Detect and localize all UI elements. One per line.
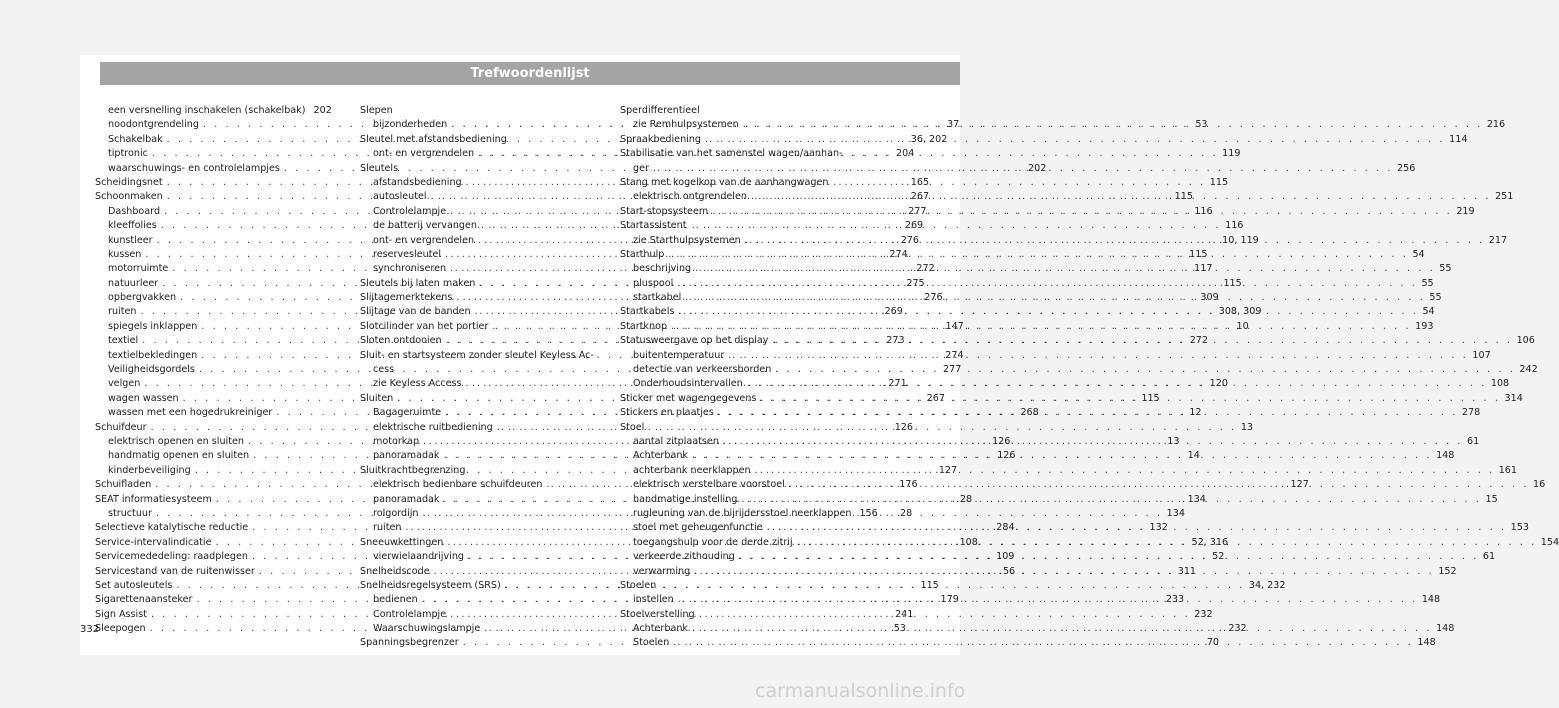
index-entry-page: 152 bbox=[1438, 565, 1457, 577]
index-entry-label: Stang met kogelkop van de aanhangwagen bbox=[620, 176, 829, 188]
index-entry-label: aantal zitplaatsen bbox=[633, 435, 719, 447]
index-entry-page: 148 bbox=[1421, 594, 1441, 606]
index-entry-label: Startkabels bbox=[620, 306, 675, 318]
index-entry-page: 10 bbox=[1236, 320, 1249, 332]
index-entry-page: 148 bbox=[1417, 637, 1436, 649]
index-entry-label: ont- en vergrendelen bbox=[373, 148, 475, 160]
index-entry bbox=[620, 579, 855, 593]
index-entry-page: 115 bbox=[920, 579, 939, 591]
index-entry bbox=[620, 421, 855, 435]
index-entry-label: instellen bbox=[633, 594, 674, 606]
index-entry-label: Sign Assist bbox=[95, 608, 147, 620]
index-entry-page: 14 bbox=[1187, 450, 1200, 462]
index-entry-label: cess bbox=[373, 364, 395, 376]
dot-leader bbox=[743, 118, 1483, 132]
index-entry-label: Set autosleutels bbox=[95, 579, 173, 591]
index-entry-label: textiel bbox=[108, 335, 139, 347]
page-number: 332 bbox=[80, 624, 100, 635]
index-entry-page: 115 bbox=[1223, 277, 1242, 289]
index-entry-page: 12 bbox=[1189, 407, 1202, 419]
index-entry-label: zie Starthulpsystemen bbox=[633, 234, 741, 246]
index-entry-label: velgen bbox=[108, 378, 141, 390]
index-entry-label: kunstleer bbox=[108, 234, 153, 246]
index-entry-page: 16 bbox=[1532, 479, 1546, 491]
index-entry-page: 116 bbox=[1225, 220, 1244, 232]
index-entry-page: 161 bbox=[1498, 464, 1517, 476]
index-entry-label: handmatig openen en sluiten bbox=[108, 450, 250, 462]
index-entry-page: 109 bbox=[996, 551, 1015, 563]
index-entry-page: 308, 309 bbox=[1218, 306, 1262, 318]
index-entry-label: Sloten ontdooien bbox=[360, 335, 442, 347]
index-entry-page: 13 bbox=[1240, 421, 1254, 433]
index-entry-page: 276 bbox=[900, 234, 920, 246]
index-entry-label: Slepen bbox=[360, 105, 393, 116]
dot-leader bbox=[692, 622, 1432, 636]
dot-leader bbox=[653, 162, 1393, 176]
index-entry-label: elektrisch bedienbare schuifdeuren bbox=[373, 479, 543, 491]
index-entry-label: toegangshulp voor de derde zitrij bbox=[633, 536, 793, 548]
index-entry bbox=[360, 162, 595, 176]
index-entry bbox=[360, 464, 595, 478]
dot-leader bbox=[668, 248, 1408, 262]
index-entry-label: Servicemededeling: raadplegen bbox=[95, 551, 248, 563]
dot-leader bbox=[677, 277, 1417, 291]
dot-leader bbox=[673, 636, 1413, 650]
index-entry-page: 28 bbox=[900, 507, 913, 519]
index-entry-label: verwarming bbox=[633, 565, 691, 577]
index-entry-label: Schoonmaken bbox=[95, 191, 163, 203]
index-entry-label: Sleepogen bbox=[95, 623, 146, 635]
index-entry-label: Schuifdeur bbox=[95, 421, 147, 433]
index-entry-label: afstandsbediening bbox=[373, 176, 462, 188]
dot-leader bbox=[797, 536, 1537, 550]
index-entry-page: 61 bbox=[1467, 435, 1480, 447]
index-entry-page: 284 bbox=[996, 522, 1015, 534]
index-entry-label: pluspool bbox=[633, 277, 674, 289]
index-entry-page: 36, 202 bbox=[910, 133, 948, 145]
index-entry-label: vierwielaandrijving bbox=[373, 551, 464, 563]
index-entry-label: Stoelen bbox=[620, 579, 657, 591]
index-entry-page: 268 bbox=[1020, 407, 1039, 419]
index-entry-page: 202 bbox=[313, 105, 332, 116]
index-entry-label: Slotcilinder van het portier bbox=[360, 320, 489, 332]
index-entry-page: 53 bbox=[893, 623, 906, 635]
index-entry-label: opbergvakken bbox=[108, 292, 177, 304]
dot-leader bbox=[723, 435, 1463, 449]
index-entry-page: 251 bbox=[1495, 191, 1514, 203]
index-entry-page: 28 bbox=[959, 493, 973, 505]
index-entry-label: bedienen bbox=[373, 594, 418, 606]
index-entry-label: Sluit- en startsysteem zonder sleutel Keyless Ac- bbox=[360, 349, 594, 361]
index-entry-label: Sleutels bij laten maken bbox=[360, 277, 476, 289]
index-entry-label: panoramadak bbox=[373, 493, 440, 505]
index-entry-label: Schakelbak bbox=[108, 133, 163, 145]
dot-leader bbox=[775, 363, 1515, 377]
index-entry-page: 106 bbox=[1516, 335, 1535, 347]
index-entry-label: ruiten bbox=[373, 522, 402, 534]
index-entry-page: 176 bbox=[899, 479, 918, 491]
index-entry-label: Slijtagemerktekens bbox=[360, 292, 453, 304]
index-entry-page: 117 bbox=[1194, 263, 1213, 275]
index-entry-label: Stoelverstelling bbox=[620, 608, 695, 620]
index-entry-label: Onderhoudsintervallen bbox=[633, 378, 743, 390]
index-entry-label: Service-intervalindicatie bbox=[95, 536, 212, 548]
index-entry-label: Stoelen bbox=[633, 637, 670, 649]
index-entry-label: verkeerde zithouding bbox=[633, 551, 735, 563]
index-entry-label: ger bbox=[633, 162, 649, 174]
index-entry-page: 52 bbox=[1212, 551, 1225, 563]
index-entry-label: Achterbank bbox=[633, 623, 688, 635]
index-entry-label: Statusweergave op het display bbox=[620, 335, 769, 347]
dot-leader bbox=[747, 377, 1487, 391]
index-entry-label: Sleutel met afstandsbediening bbox=[360, 133, 507, 145]
index-entry-page: 55 bbox=[1439, 263, 1452, 275]
index-entry-page: 53 bbox=[1195, 119, 1208, 131]
index-entry-page: 34, 232 bbox=[1248, 579, 1286, 591]
index-entry-label: Sticker met wagengegevens bbox=[620, 392, 757, 404]
index-entry-page: 272 bbox=[1189, 335, 1209, 347]
index-entry-page: 219 bbox=[1456, 205, 1475, 217]
index-entry-page: 274 bbox=[889, 248, 908, 260]
index-entry-label: kleeffolies bbox=[108, 220, 157, 232]
index-entry-page: 267 bbox=[910, 191, 930, 203]
index-entry-label: Servicestand van de ruitenwisser bbox=[95, 565, 255, 577]
index-entry-page: 37 bbox=[947, 119, 960, 131]
index-entry-label: tiptronic bbox=[108, 148, 148, 160]
index-entry-label: elektrisch openen en sluiten bbox=[108, 435, 244, 447]
index-entry-label: een versnelling inschakelen (schakelbak) bbox=[108, 105, 306, 116]
index-entry-page: 126 bbox=[997, 450, 1016, 462]
index-entry-label: Dashboard bbox=[108, 205, 161, 217]
index-entry-label: elektrisch verstelbare voorstoel bbox=[633, 479, 785, 491]
index-entry-label: Spraakbediening bbox=[620, 133, 702, 145]
index-entry-label: Sigarettenaansteker bbox=[95, 594, 193, 606]
index-entry-page: 232 bbox=[1228, 623, 1247, 635]
index-entry-label: rolgordijn bbox=[373, 507, 419, 519]
index-entry-page: 277 bbox=[908, 205, 927, 217]
index-entry-label: kinderbeveiliging bbox=[108, 464, 191, 476]
index-entry-page: 256 bbox=[1397, 162, 1416, 174]
index-entry-page: 107 bbox=[1472, 349, 1491, 361]
index-entry-page: 55 bbox=[1429, 292, 1442, 304]
dot-leader bbox=[685, 291, 1425, 305]
index-entry-page: 165 bbox=[910, 176, 930, 188]
index-entry bbox=[360, 133, 595, 147]
index-entry-page: 314 bbox=[1504, 392, 1523, 404]
index-entry-label: structuur bbox=[108, 507, 152, 519]
index-entry-label: motorkap bbox=[373, 435, 420, 447]
index-entry-label: Stabilisatie van het samenstel wagen/aanhan- bbox=[620, 148, 843, 160]
index-entry-page: 156 bbox=[859, 507, 878, 519]
index-entry-label: kussen bbox=[108, 248, 142, 260]
index-entry-label: stoel met geheugenfunctie bbox=[633, 522, 763, 534]
dot-leader bbox=[497, 421, 1237, 435]
index-entry-label: Bagageruimte bbox=[373, 407, 442, 419]
index-entry-label: Scheidingsnet bbox=[95, 176, 163, 188]
index-entry-page: 54 bbox=[1422, 306, 1435, 318]
index-entry-page: 127 bbox=[1290, 479, 1309, 491]
index-entry-page: 119 bbox=[1222, 148, 1241, 160]
dot-leader bbox=[728, 349, 1468, 363]
index-entry-page: 232 bbox=[1194, 608, 1213, 620]
index-entry-label: Snelheidscode bbox=[360, 565, 430, 577]
index-entry-label: Controlelampje bbox=[373, 205, 447, 217]
dot-leader bbox=[739, 550, 1479, 564]
index-entry-page: 52, 316 bbox=[1191, 536, 1229, 548]
index-entry-label: ruiten bbox=[108, 306, 137, 318]
index-entry-page: 217 bbox=[1488, 234, 1508, 246]
index-entry-page: 202 bbox=[1028, 162, 1047, 174]
index-entry-label: ont- en vergrendelen bbox=[373, 234, 475, 246]
index-entry-page: 115 bbox=[1209, 176, 1229, 188]
index-entry-page: 179 bbox=[940, 594, 959, 606]
dot-leader bbox=[705, 133, 1445, 147]
index-entry-label: Slijtage van de banden bbox=[360, 306, 471, 318]
dot-leader bbox=[772, 334, 1512, 348]
index-entry-label: SEAT informatiesysteem bbox=[95, 493, 212, 505]
index-entry bbox=[620, 176, 855, 190]
index-entry-page: 241 bbox=[895, 608, 914, 620]
index-entry-label: Start-stopsysteem bbox=[620, 205, 709, 217]
index-entry-page: 132 bbox=[1149, 522, 1168, 534]
index-entry-label: elektrische ruitbediening bbox=[373, 421, 493, 433]
index-entry-label: achterbank neerklappen bbox=[633, 464, 751, 476]
index-entry-label: wagen wassen bbox=[108, 392, 179, 404]
index-entry-label: Sperdifferentieel bbox=[620, 105, 700, 116]
index-entry-label: Spanningsbegrenzer bbox=[360, 637, 459, 649]
index-entry bbox=[95, 104, 330, 118]
index-entry-label: handmatige instelling bbox=[633, 493, 738, 505]
index-entry-label: synchroniseren bbox=[373, 263, 447, 275]
index-entry-page: 278 bbox=[1461, 407, 1481, 419]
index-entry-label: zie Remhulpsystemen bbox=[633, 119, 739, 131]
index-entry-page: 193 bbox=[1415, 320, 1434, 332]
index-entry-label: Sleutels bbox=[360, 162, 399, 174]
index-entry-label: Startassistent bbox=[620, 220, 687, 232]
index-entry bbox=[620, 608, 855, 622]
dot-leader bbox=[751, 190, 1491, 204]
index-entry-label: panoramadak bbox=[373, 450, 440, 462]
index-entry-page: 134 bbox=[1166, 507, 1185, 519]
index-entry-page: 13 bbox=[1167, 435, 1180, 447]
index-entry-page: 148 bbox=[1436, 450, 1455, 462]
index-entry-label: beschrijving bbox=[633, 263, 692, 275]
index-entry-page: 108 bbox=[1490, 378, 1510, 390]
index-entry-page: 116 bbox=[1194, 205, 1213, 217]
index-entry-label: textielbekledingen bbox=[108, 349, 198, 361]
index-entry-label: Sluiten bbox=[360, 392, 394, 404]
index-entry-page: 216 bbox=[1486, 119, 1506, 131]
index-entry-page: 126 bbox=[992, 435, 1011, 447]
index-entry-page: 242 bbox=[1519, 364, 1538, 376]
index-entry-label: Achterbank bbox=[633, 450, 688, 462]
dot-leader bbox=[678, 593, 1418, 607]
index-entry-page: 274 bbox=[945, 349, 964, 361]
index-entry-label: motorruimte bbox=[108, 263, 169, 275]
index-entry-label: zie Keyless Access bbox=[373, 378, 462, 390]
index-entry-page: 10, 119 bbox=[1222, 234, 1259, 246]
index-entry-page: 233 bbox=[1165, 594, 1185, 606]
dot-leader bbox=[789, 478, 1529, 492]
index-entry-page: 115 bbox=[1189, 248, 1208, 260]
index-entry-page: 269 bbox=[904, 220, 924, 232]
index-entry-page: 114 bbox=[1449, 133, 1468, 145]
dot-leader bbox=[741, 493, 1481, 507]
index-entry-page: 267 bbox=[926, 392, 945, 404]
index-entry-page: 153 bbox=[1510, 522, 1529, 534]
index-entry-label: Controlelampje bbox=[373, 608, 447, 620]
dot-leader bbox=[692, 449, 1432, 463]
index-entry-page: 276 bbox=[924, 292, 943, 304]
dot-leader bbox=[760, 392, 1500, 406]
index-entry-page: 273 bbox=[886, 335, 905, 347]
index-entry-label: rugleuning van de bijrijdersstoel neerklappen bbox=[633, 507, 852, 519]
dot-leader bbox=[505, 579, 1245, 593]
dot-leader bbox=[694, 565, 1434, 579]
index-entry bbox=[620, 104, 855, 118]
index-entry-label: Stickers en plaatjes bbox=[620, 407, 714, 419]
dot-leader bbox=[712, 205, 1452, 219]
index-entry-page: 54 bbox=[1412, 248, 1425, 260]
index-entry-label: detectie van verkeersborden bbox=[633, 364, 772, 376]
index-entry-label: waarschuwings- en controlelampjes bbox=[108, 162, 280, 174]
index-entry bbox=[620, 507, 878, 521]
index-entry-label: Starthulp bbox=[620, 248, 665, 260]
index-entry-page: 115 bbox=[1174, 191, 1193, 203]
dot-leader bbox=[678, 305, 1418, 319]
index-entry-page: 309 bbox=[1200, 292, 1219, 304]
index-entry-label: de batterij vervangen bbox=[373, 220, 477, 232]
index-entry-page: 311 bbox=[1177, 565, 1197, 577]
index-entry-label: Stoel bbox=[620, 421, 645, 433]
index-entry bbox=[360, 104, 595, 118]
index-entry-page: 134 bbox=[1187, 493, 1206, 505]
index-entry-label: reservesleutel bbox=[373, 248, 442, 260]
index-entry-page: 277 bbox=[943, 364, 962, 376]
index-entry-page: 108 bbox=[959, 536, 978, 548]
index-entry-label: Sluitkrachtbegrenzing bbox=[360, 464, 466, 476]
index-entry-label: Snelheidsregelsysteem (SRS) bbox=[360, 579, 501, 591]
index-entry-page: 204 bbox=[896, 148, 915, 160]
index-entry-page: 272 bbox=[916, 263, 935, 275]
index-entry-label: Sneeuwkettingen bbox=[360, 536, 444, 548]
dot-leader bbox=[745, 234, 1485, 248]
dot-leader bbox=[755, 464, 1495, 478]
index-entry bbox=[620, 219, 855, 233]
index-entry-label: elektrisch ontgrendelen bbox=[633, 191, 747, 203]
watermark-text: carmanualsonline.info bbox=[755, 680, 966, 702]
index-entry-page: 55 bbox=[1421, 277, 1434, 289]
index-entry-page: 148 bbox=[1436, 623, 1455, 635]
index-entry-page: 154 bbox=[1540, 536, 1559, 548]
index-entry-page: 275 bbox=[906, 277, 925, 289]
dot-leader bbox=[695, 262, 1435, 276]
index-entry-label: noodontgrendeling bbox=[108, 119, 199, 131]
index-entry-page: 61 bbox=[1482, 551, 1496, 563]
index-entry-page: 147 bbox=[945, 320, 964, 332]
index-entry-label: natuurleer bbox=[108, 277, 159, 289]
index-entry-page: 15 bbox=[1485, 493, 1498, 505]
index-entry bbox=[620, 147, 855, 161]
index-entry-label: Startknop bbox=[620, 320, 668, 332]
index-entry-label: Schuifladen bbox=[95, 479, 152, 491]
index-entry-page: 120 bbox=[1209, 378, 1228, 390]
index-entry-label: startkabel bbox=[633, 292, 682, 304]
index-entry-label: bijzonderheden bbox=[373, 119, 448, 131]
index-entry-label: Waarschuwingslampje bbox=[373, 623, 481, 635]
index-entry-label: buitentemperatuur bbox=[633, 349, 725, 361]
index-entry-label: wassen met een hogedrukreiniger bbox=[108, 407, 273, 419]
index-entry-page: 115 bbox=[1141, 392, 1160, 404]
index-entry-page: 56 bbox=[1002, 565, 1016, 577]
index-entry-page: 126 bbox=[894, 421, 913, 433]
dot-leader bbox=[671, 320, 1411, 334]
index-entry bbox=[360, 349, 595, 363]
page-title: Trefwoordenlijst bbox=[470, 66, 590, 81]
index-entry-page: 269 bbox=[884, 306, 903, 318]
index-entry-label: Veiligheidsgordels bbox=[108, 364, 195, 376]
index-entry-label: spiegels inklappen bbox=[108, 320, 198, 332]
index-entry-label: autosleutel bbox=[373, 191, 427, 203]
index-entry-page: 127 bbox=[938, 464, 958, 476]
index-entry-label: Selectieve katalytische reductie bbox=[95, 522, 249, 534]
index-entry bbox=[360, 363, 595, 377]
dot-leader bbox=[718, 406, 1458, 420]
index-entry-page: 70 bbox=[1206, 637, 1220, 649]
dot-leader bbox=[767, 521, 1507, 535]
index-entry-page: 271 bbox=[888, 378, 907, 390]
